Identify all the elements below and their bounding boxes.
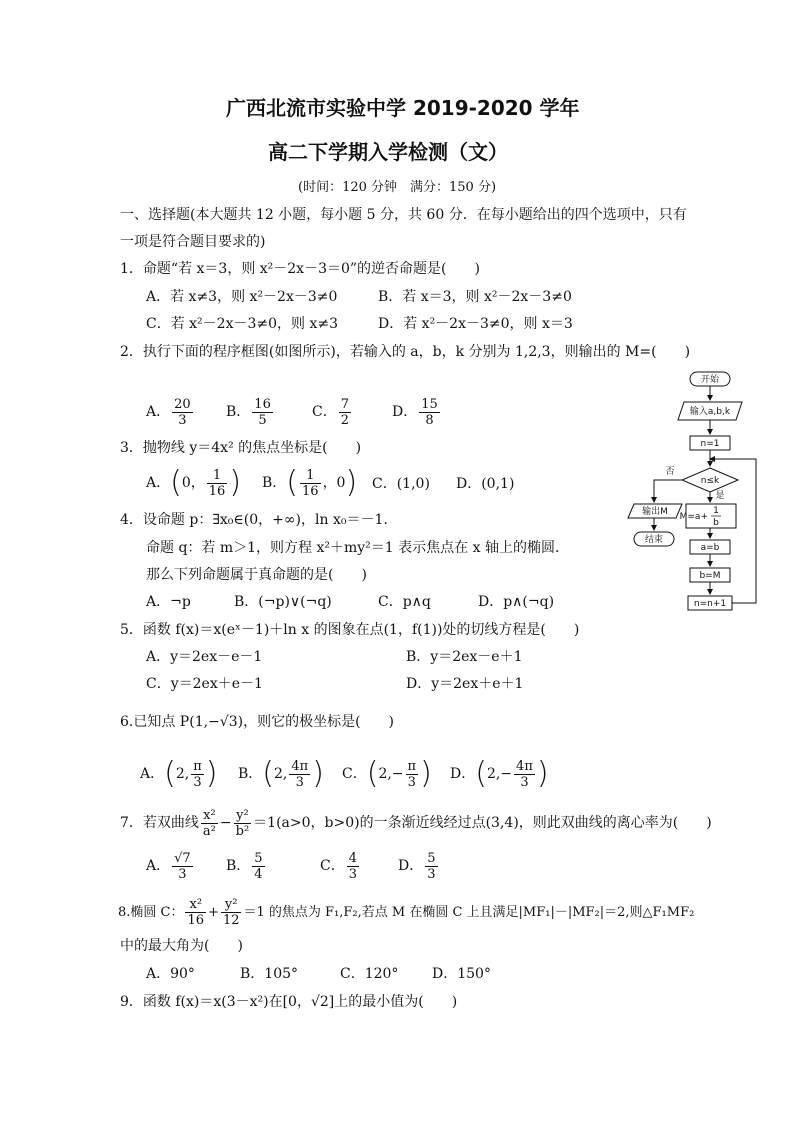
q7-stem-post: ＝1(a>0，b>0)的一条渐近线经过点(3,4)，则此双曲线的离心率为( ) [253,815,712,831]
q2-d-num: 15 [421,396,438,412]
q6-c-den: 3 [407,774,416,790]
q6-a-den: 3 [193,774,202,790]
q7-d-label: D． [398,858,424,874]
q8-option-c: C．120° [340,966,399,982]
section-heading-line2: 一项是符合题目要求的) [120,234,266,250]
q5-option-d: D．y＝2ex＋e＋1 [406,676,524,692]
q6-b-close-paren: ) [312,756,324,791]
q6-d-pre: 2,− [486,766,513,782]
q7-b-fraction [252,851,264,882]
q7-b-label: B． [226,858,251,874]
q3-a-pre: 0， [181,475,205,491]
q4-option-b: B．(¬p)∨(¬q) [234,594,332,610]
q3-a-open-paren: ( [170,465,182,500]
q4-line2: 命题 q：若 m＞1，则方程 x²＋my²＝1 表示焦点在 x 轴上的椭圆． [146,540,569,556]
q7-a-num: √7 [174,850,191,866]
q3-a-fraction [207,468,228,499]
q2-option-c [312,395,353,429]
q4-option-d: D．p∧(¬q) [478,594,555,610]
q3-a-label: A． [146,475,171,491]
q6-d-den: 3 [520,774,529,790]
q7-d-den: 3 [427,866,436,882]
q7-y-den: b² [235,823,250,839]
q2-c-fraction [339,397,351,428]
q2-a-fraction [172,397,193,428]
flow-end-text: 结束 [644,535,664,545]
q6-b-fraction [289,759,310,790]
page-subtitle: 高二下学期入学检测（文） [268,140,508,164]
q6-d-close-paren: ) [536,756,549,791]
section-heading-line1: 一、选择题(本大题共 12 小题，每小题 5 分，共 60 分．在每小题给出的四个选项中，只有 [120,207,687,223]
q6-option-a [140,753,217,795]
q6-option-c [342,753,432,795]
flow-step3-text: b=M [699,571,721,581]
page-title: 广西北流市实验中学 2019-2020 学年 [226,96,580,120]
q3-a-den: 16 [208,483,226,499]
q7-y-num: y² [234,808,252,824]
q7-x-den: a² [202,823,216,839]
q3-b-label: B． [262,475,287,491]
q3-b-open-paren: ( [286,465,299,500]
q2-d-fraction [419,397,440,428]
q7-minus: − [219,815,232,831]
q7-a-fraction [172,851,193,882]
flow-step2-text: a=b [700,543,720,553]
q3-b-close-paren: ) [345,465,358,500]
q5-option-a: A．y＝2ex－e－1 [146,649,263,665]
flow-init-text: n=1 [700,439,720,449]
q6-c-num: π [407,758,417,774]
q7-x-num: x² [201,808,218,824]
q6-a-label: A． [140,766,165,782]
q5-option-b: B．y＝2ex－e＋1 [406,649,523,665]
q7-c-label: C． [320,858,345,874]
q7-option-d [398,848,440,884]
q6-d-label: D． [450,766,476,782]
q6-a-fraction [191,759,204,790]
q6-c-fraction [406,759,419,790]
q6-b-pre: 2, [274,766,288,782]
q6-b-num: 4π [291,758,309,774]
q2-c-label: C． [312,404,337,420]
q6-d-fraction [514,759,535,790]
q3-a-num: 1 [207,468,228,484]
q8-stem-pre: 8.椭圆 C： [118,905,184,920]
q6-a-num: π [193,758,202,774]
q8-y-den: 12 [222,913,240,928]
q6-d-num: 4π [516,758,533,774]
q3-option-b [262,465,357,501]
q8-x-den: 16 [187,913,205,928]
q1-stem: 1．命题“若 x＝3，则 x²－2x－3＝0”的逆否命题是( ) [120,261,480,277]
q4-line3: 那么下列命题属于真命题的是( ) [146,567,367,583]
q7-c-num: 4 [348,850,357,866]
q6-a-open-paren: ( [164,756,176,791]
q8-x-fraction [185,897,206,928]
q6-b-den: 3 [295,774,304,790]
q7-option-b [226,848,267,884]
q1-option-b: B．若 x＝3，则 x²－2x－3≠0 [378,289,572,305]
program-flowchart [620,368,770,628]
q8-option-a: A．90° [146,966,195,982]
q6-option-d [450,753,549,795]
q7-option-a [146,848,195,884]
q7-x-fraction [201,808,218,839]
q4-option-c: C．p∧q [378,594,431,610]
q8-stem-post: ＝1 的焦点为 F₁,F₂,若点 M 在椭圆 C 上且满足|MF₁|－|MF₂|＝2,则△F₁MF₂ [243,905,695,920]
q8-x-num: x² [185,897,206,913]
q2-a-num: 20 [174,396,191,412]
flow-yes-label: 是 [715,491,725,501]
q7-d-fraction [425,851,437,882]
q7-stem-pre: 7．若双曲线 [120,815,199,831]
q7-d-num: 5 [427,850,436,866]
q5-option-c: C．y＝2ex＋e－1 [146,676,263,692]
q2-b-label: B． [226,404,251,420]
q2-b-den: 5 [258,412,267,428]
q3-stem: 3．抛物线 y＝4x² 的焦点坐标是( ) [120,440,362,456]
q7-c-fraction [347,851,359,882]
q2-stem: 2．执行下面的程序框图(如图所示)，若输入的 a，b，k 分别为 1,2,3，则输出的 M=( ) [120,344,691,360]
q2-b-num: 16 [254,396,271,412]
q3-option-d: D．(0,1) [456,476,515,492]
q1-option-d: D．若 x²－2x－3≠0，则 x＝3 [378,316,573,332]
q8-line2: 中的最大角为( ) [120,938,243,954]
q3-a-close-paren: ) [229,465,242,500]
q1-option-c: C．若 x²－2x－3≠0，则 x≠3 [146,316,339,332]
q6-stem [120,712,394,732]
q7-b-den: 4 [254,866,263,882]
q2-d-label: D． [392,404,418,420]
flow-step1-num: 1 [713,506,719,516]
flow-decision-text: n≤k [700,476,720,486]
q2-b-fraction [252,397,273,428]
q3-b-den: 16 [302,483,319,499]
q2-a-label: A． [146,404,171,420]
flow-step1-text: M=a+ [679,512,708,522]
q6-c-pre: 2,− [378,766,404,782]
q3-option-c: C．(1,0) [372,476,430,492]
q6-c-close-paren: ) [420,756,432,791]
q7-b-num: 5 [254,850,263,866]
q6-stem-pre: 6.已知点 P(1,−√3) [120,714,244,730]
flow-input-text: 输入a,b,k [689,407,731,417]
q8-plus: + [208,905,219,920]
flow-start-text: 开始 [700,375,720,385]
q2-d-den: 8 [425,412,434,428]
q7-a-den: 3 [178,866,187,882]
q3-b-fraction [300,468,321,499]
q8-stem [118,896,694,930]
q2-c-num: 7 [340,396,349,412]
q3-b-post: ，0 [322,475,346,491]
q4-option-a: A．¬p [146,594,191,610]
q4-stem: 4．设命题 p：∃x₀∈(0，+∞)，ln x₀＝－1. [120,512,388,528]
q8-option-b: B．105° [240,966,299,982]
q2-c-den: 2 [340,412,349,428]
q2-option-d [392,395,442,429]
q8-y-fraction [221,897,242,928]
q6-stem-post: ，则它的极坐标是( ) [243,714,395,730]
q1-option-a: A．若 x≠3，则 x²－2x－3≠0 [146,289,338,305]
q3-b-num: 1 [300,468,321,484]
time-info: (时间：120 分钟 满分：150 分) [298,180,497,195]
q6-option-b [238,753,324,795]
q8-y-num: y² [221,897,242,913]
q7-y-fraction [234,808,252,839]
q7-stem [120,806,712,840]
q7-option-c [320,848,361,884]
q8-option-d: D．150° [432,966,491,982]
q6-b-open-paren: ( [262,756,275,791]
q9-stem: 9．函数 f(x)＝x(3－x²)在[0，√2]上的最小值为( ) [120,994,458,1010]
q6-c-open-paren: ( [366,756,379,791]
q2-option-b [226,395,275,429]
q2-option-a [146,395,195,429]
flow-output-text: 输出M [642,507,668,517]
flow-no-line [654,480,682,502]
q6-d-open-paren: ( [475,756,487,791]
flow-no-label: 否 [665,467,675,477]
flow-step4-text: n=n+1 [693,599,727,609]
q6-a-pre: 2, [175,766,190,782]
q6-a-close-paren: ) [205,756,218,791]
q5-stem: 5．函数 f(x)＝x(eˣ－1)＋ln x 的图象在点(1，f(1))处的切线方程是( ) [120,622,580,638]
q7-a-label: A． [146,858,171,874]
q7-c-den: 3 [348,866,357,882]
flow-step1-den: b [713,518,719,528]
q2-a-den: 3 [178,412,187,428]
q6-b-label: B． [238,766,263,782]
q3-option-a [146,465,241,501]
q6-c-label: C． [342,766,367,782]
